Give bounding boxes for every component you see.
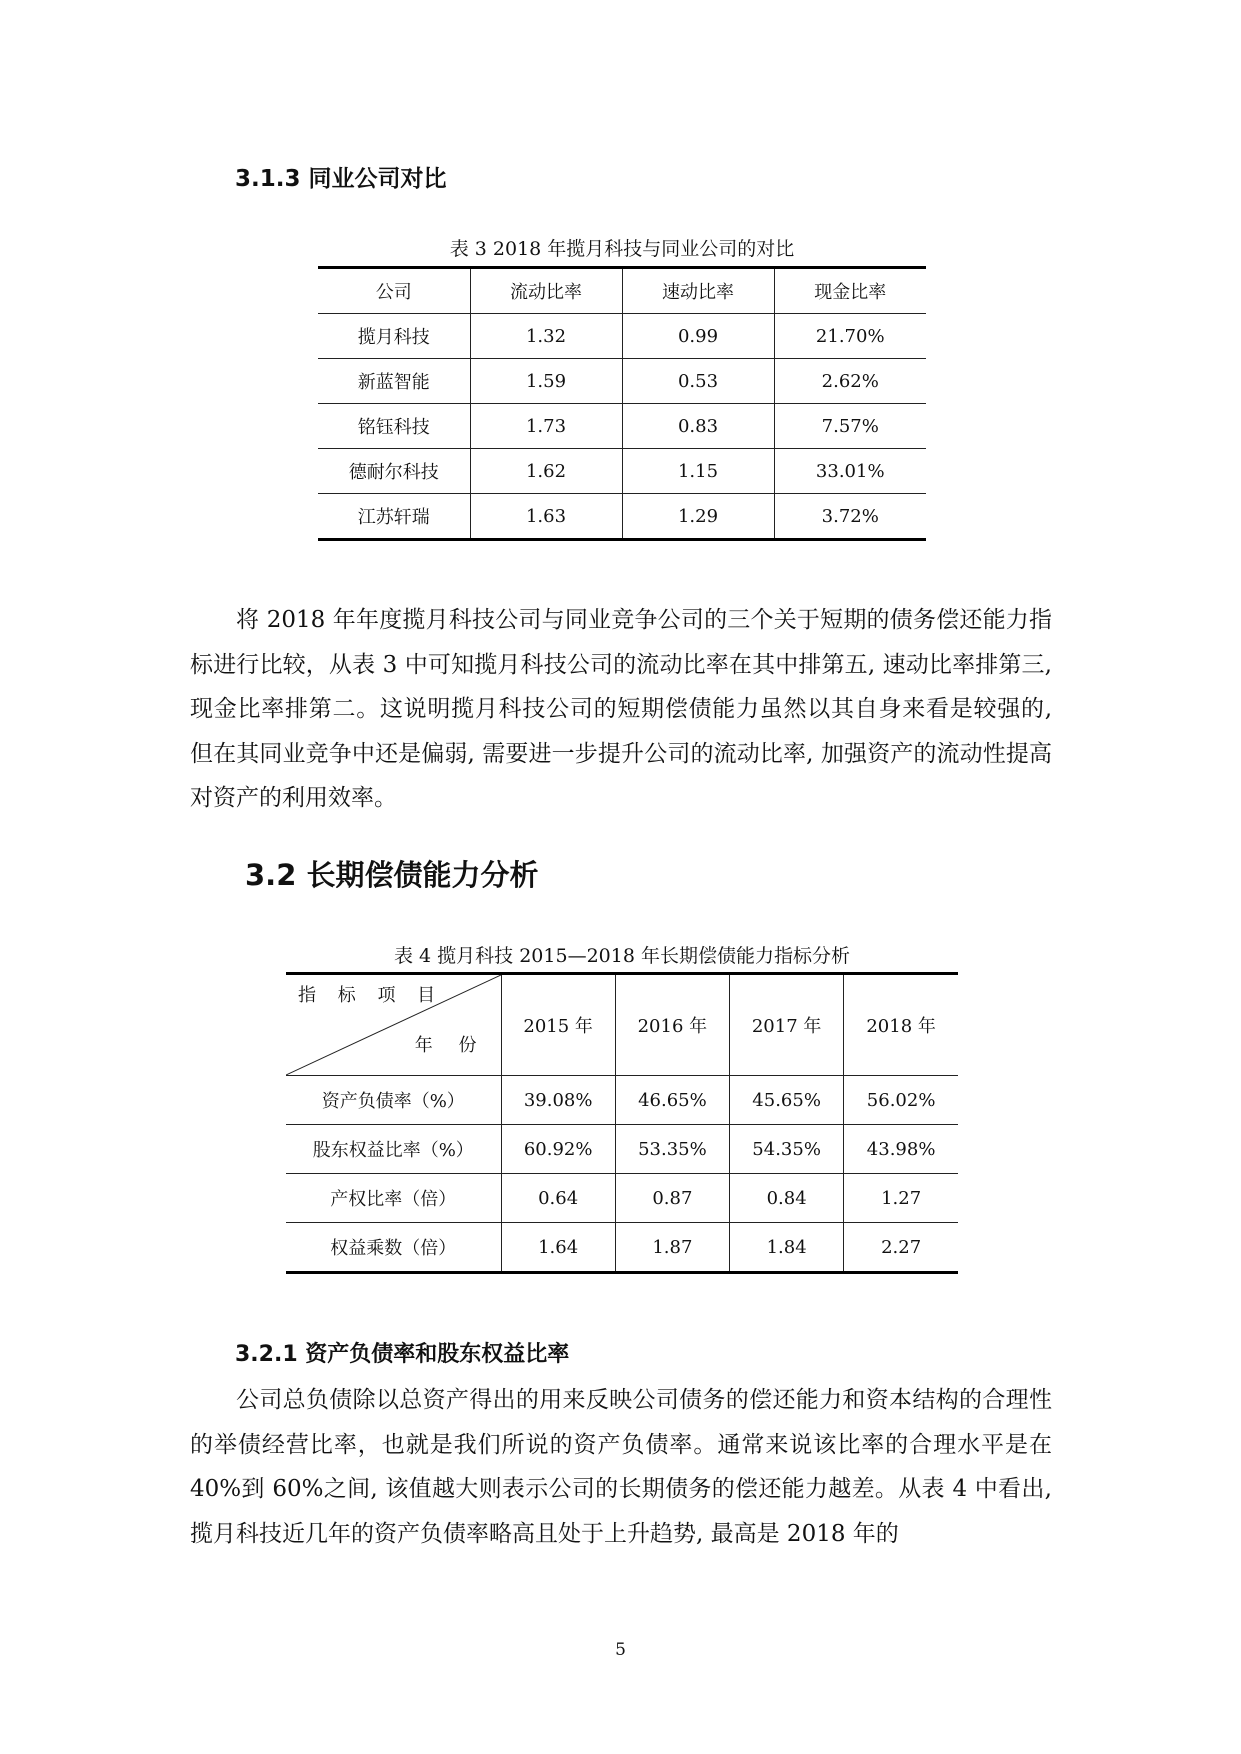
- table-cell: 1.29: [622, 494, 774, 540]
- table-cell: 0.99: [622, 314, 774, 359]
- table-cell: 资产负债率（%）: [286, 1076, 501, 1125]
- table4-caption: 表 4 揽月科技 2015—2018 年长期偿债能力指标分析: [394, 945, 850, 967]
- table4-long-term-solvency: [286, 972, 958, 1274]
- table-row: [286, 1174, 958, 1223]
- table-row: [318, 314, 926, 359]
- table-row: [318, 359, 926, 404]
- table3-caption: 表 3 2018 年揽月科技与同业公司的对比: [449, 238, 795, 260]
- table-cell: 产权比率（倍）: [286, 1174, 501, 1223]
- table-cell: 揽月科技: [318, 314, 470, 359]
- table3-header-cell: 流动比率: [470, 268, 622, 314]
- table-cell: 1.62: [470, 449, 622, 494]
- table-cell: 0.87: [615, 1174, 729, 1223]
- table-cell: 2.27: [844, 1223, 958, 1273]
- section-heading-3-2: 3.2 长期偿债能力分析: [245, 858, 539, 892]
- table-cell: 1.84: [730, 1223, 844, 1273]
- table-cell: 53.35%: [615, 1125, 729, 1174]
- section-heading-3-1-3: 3.1.3 同业公司对比: [235, 166, 447, 192]
- table-cell: 1.59: [470, 359, 622, 404]
- table-row: [318, 404, 926, 449]
- table-cell: 1.73: [470, 404, 622, 449]
- table3-header-row: [318, 268, 926, 314]
- table3-header-cell: 公司: [318, 268, 470, 314]
- table-cell: 46.65%: [615, 1076, 729, 1125]
- table-cell: 0.53: [622, 359, 774, 404]
- section-heading-3-2-1: 3.2.1 资产负债率和股东权益比率: [235, 1342, 570, 1367]
- table-cell: 铭钰科技: [318, 404, 470, 449]
- corner-label-year: 年 份: [414, 1035, 487, 1056]
- table-cell: 7.57%: [774, 404, 926, 449]
- analysis-paragraph-short-term: 将 2018 年年度揽月科技公司与同业竞争公司的三个关于短期的债务偿还能力指标进行比较，从表 3 中可知揽月科技公司的流动比率在其中排第五, 速动比率排第三, 现金比率排第二。这说明揽月科技公司的短期偿债能力虽然以其自身来看是较强的, 但在其同业竞争中还是偏弱, 需要进一步提升公司的流动比率, 加强资产的流动性提高对资产的利用效率。: [190, 607, 1052, 811]
- table4-corner-cell: [286, 974, 501, 1076]
- table-cell: 江苏轩瑞: [318, 494, 470, 540]
- table-cell: 新蓝智能: [318, 359, 470, 404]
- table3-peer-comparison: [318, 266, 926, 541]
- table-cell: 2.62%: [774, 359, 926, 404]
- table-row: [286, 1125, 958, 1174]
- table-cell: 33.01%: [774, 449, 926, 494]
- page-number: 5: [615, 1640, 626, 1660]
- table-cell: 45.65%: [730, 1076, 844, 1125]
- table-cell: 0.84: [730, 1174, 844, 1223]
- table-cell: 56.02%: [844, 1076, 958, 1125]
- table-row: [286, 1223, 958, 1273]
- analysis-paragraph-debt-ratio: 公司总负债除以总资产得出的用来反映公司债务的偿还能力和资本结构的合理性的举债经营比率，也就是我们所说的资产负债率。通常来说该比率的合理水平是在 40%到 60%之间, 该值越大则表示公司的长期债务的偿还能力越差。从表 4 中看出, 揽月科技近几年的资产负债率略高且处于上升趋势, 最高是 2018 年的: [190, 1387, 1052, 1547]
- table-cell: 43.98%: [844, 1125, 958, 1174]
- table-row: [318, 494, 926, 540]
- table-cell: 39.08%: [501, 1076, 615, 1125]
- table3-header-cell: 速动比率: [622, 268, 774, 314]
- table-cell: 0.64: [501, 1174, 615, 1223]
- table-cell: 3.72%: [774, 494, 926, 540]
- table-cell: 股东权益比率（%）: [286, 1125, 501, 1174]
- table-row: [318, 449, 926, 494]
- table-cell: 1.32: [470, 314, 622, 359]
- table4-year-header: 2017 年: [730, 974, 844, 1076]
- table3-header-cell: 现金比率: [774, 268, 926, 314]
- table4-year-header: 2018 年: [844, 974, 958, 1076]
- table4-year-header: 2016 年: [615, 974, 729, 1076]
- table-cell: 54.35%: [730, 1125, 844, 1174]
- table-cell: 1.63: [470, 494, 622, 540]
- table-cell: 权益乘数（倍）: [286, 1223, 501, 1273]
- table-cell: 0.83: [622, 404, 774, 449]
- table-cell: 1.15: [622, 449, 774, 494]
- table-cell: 60.92%: [501, 1125, 615, 1174]
- corner-label-indicator: 指 标 项 目: [298, 985, 444, 1006]
- table4-year-header: 2015 年: [501, 974, 615, 1076]
- table-cell: 1.87: [615, 1223, 729, 1273]
- table-cell: 21.70%: [774, 314, 926, 359]
- table-cell: 1.27: [844, 1174, 958, 1223]
- table-row: [286, 1076, 958, 1125]
- table4-header-row: [286, 974, 958, 1076]
- table-cell: 德耐尔科技: [318, 449, 470, 494]
- table-cell: 1.64: [501, 1223, 615, 1273]
